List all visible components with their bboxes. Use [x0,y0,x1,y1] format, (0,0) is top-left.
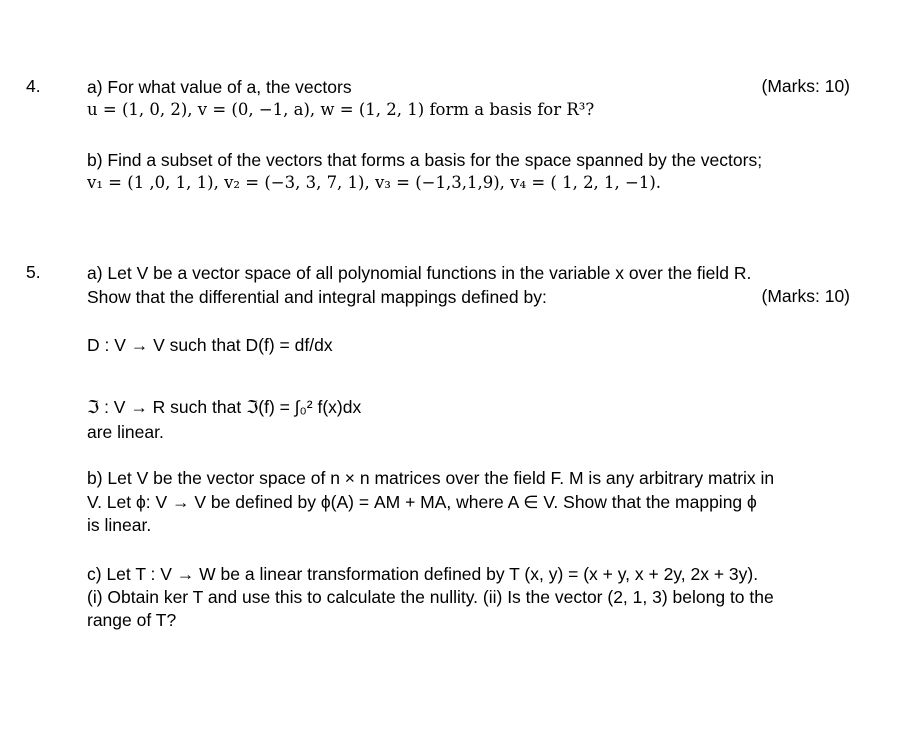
q5a-marks: (Marks: 10) [761,286,850,306]
q5c-line-1: c) Let T : V → W be a linear transformation defined by T (x, y) = (x + y, x + 2y, 2x + 3y). [87,564,759,584]
question-5-number: 5. [26,262,41,282]
q5a-line-5: are linear. [87,422,164,442]
q4a-marks: (Marks: 10) [761,76,850,96]
question-4-number: 4. [26,76,41,96]
q4b-line-1: b) Find a subset of the vectors that forms a basis for the space spanned by the vectors; [87,150,763,170]
q5c-line-2: (i) Obtain ker T and use this to calculate the nullity. (ii) Is the vector (2, 1, 3) belong to the [87,587,774,607]
q5a-line-2: Show that the differential and integral mappings defined by: [87,287,547,307]
q5b-line-3: is linear. [87,515,152,535]
q5a-line-1: a) Let V be a vector space of all polynomial functions in the variable x over the field R. [87,263,752,283]
q5b-line-1: b) Let V be the vector space of n × n matrices over the field F. M is any arbitrary matrix in [87,468,775,488]
q5b-line-2: V. Let ϕ: V → V be defined by ϕ(A) = AM + MA, where A ∈ V. Show that the mapping ϕ [87,492,757,512]
q5a-differential-mapping: D : V → V such that D(f) = df/dx [87,335,333,355]
q5a-integral-mapping: ℑ : V → R such that ℑ(f) = ∫₀² f(x)dx [87,397,362,417]
q4a-line-1: a) For what value of a, the vectors [87,77,352,97]
q5c-line-3: range of T? [87,610,177,630]
q4a-line-2: u = (1, 0, 2), v = (0, −1, a), w = (1, 2, 1) form a basis for R³? [87,100,595,119]
q4b-line-2: v₁ = (1 ,0, 1, 1), v₂ = (−3, 3, 7, 1), v₃ = (−1,3,1,9), v₄ = ( 1, 2, 1, −1). [87,173,662,192]
